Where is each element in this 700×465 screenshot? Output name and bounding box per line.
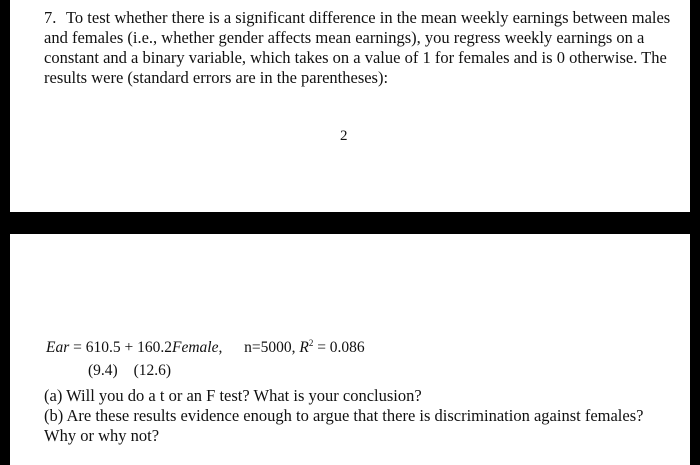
document-page-bottom xyxy=(10,234,690,465)
question-number: 7. xyxy=(44,8,57,27)
document-page-top xyxy=(10,0,690,212)
equation-rhs: = 610.5 + 160.2 xyxy=(73,339,172,357)
equation-r2-exponent: 2 xyxy=(308,338,314,348)
regression-equation xyxy=(46,338,365,357)
equation-r2-symbol: R xyxy=(299,339,309,357)
page-number: 2 xyxy=(340,128,348,144)
equation-regressor: Female, xyxy=(171,339,223,357)
equation-r2-value: = 0.086 xyxy=(317,339,365,357)
standard-error-female: (12.6) xyxy=(133,362,172,379)
equation-sample-size: n=5000, xyxy=(244,339,296,357)
standard-errors-row xyxy=(88,362,171,380)
question-text-block xyxy=(44,8,674,88)
equation-lhs: Ear xyxy=(46,339,70,357)
part-a-question: (a) Will you do a t or an F test? What is your conclusion? xyxy=(44,386,422,405)
standard-error-intercept: (9.4) xyxy=(88,362,118,379)
question-body: To test whether there is a significant difference in the mean weekly earnings between males and females (i.e., whether gender affects mean earnings), you regress weekly earnings on a constant and a binary variable, which takes on a value of 1 for females and is 0 otherwise. The results were (standard errors are in the parentheses): xyxy=(44,8,671,87)
part-b-question: (b) Are these results evidence enough to argue that there is discrimination against females? Why or why not? xyxy=(44,406,644,445)
